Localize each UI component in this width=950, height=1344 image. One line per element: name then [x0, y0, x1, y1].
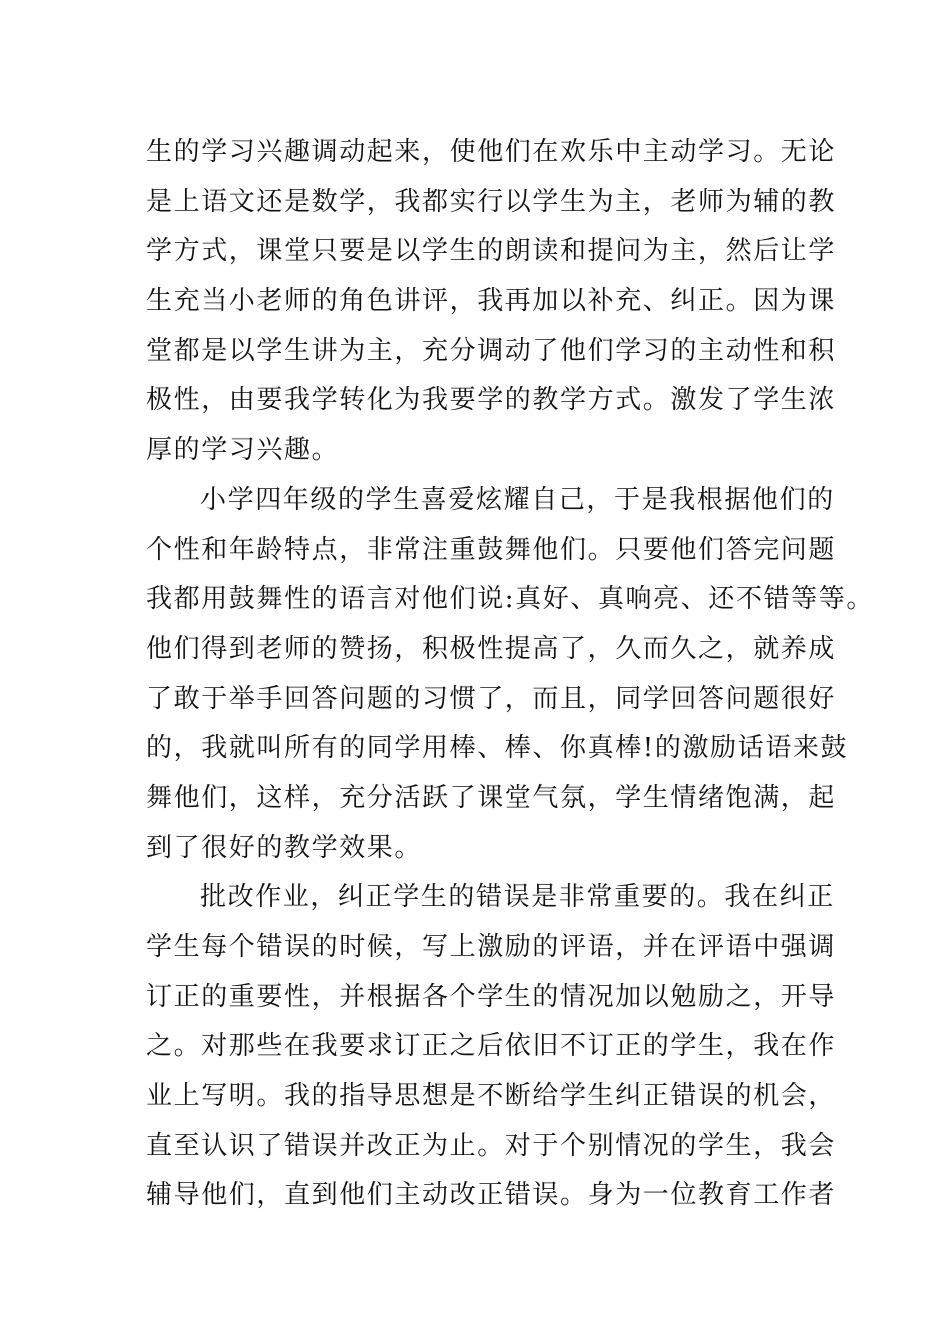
body-text	[146, 128, 874, 1221]
text-line: 学方式，课堂只要是以学生的朗读和提问为主，然后让学	[146, 236, 837, 267]
text-line: 直至认识了错误并改正为止。对于个别情况的学生，我会	[146, 1130, 837, 1161]
text-line: 厚的学习兴趣。	[146, 435, 340, 466]
paragraph-start-line: 批改作业，纠正学生的错误是非常重要的。我在纠正	[200, 882, 835, 913]
text-line: 他们得到老师的赞扬，积极性提高了，久而久之，就养成	[146, 633, 837, 664]
text-line: 极性，由要我学转化为我要学的教学方式。激发了学生浓	[146, 385, 837, 416]
text-line: 了敢于举手回答问题的习惯了，而且，同学回答问题很好	[146, 683, 837, 714]
paragraph-start-line: 小学四年级的学生喜爱炫耀自己，于是我根据他们的	[200, 484, 835, 515]
text-line: 是上语文还是数学，我都实行以学生为主，老师为辅的教	[146, 186, 837, 217]
text-line: 个性和年龄特点，非常注重鼓舞他们。只要他们答完问题	[146, 534, 837, 565]
text-line: 订正的重要性，并根据各个学生的情况加以勉励之，开导	[146, 981, 837, 1012]
text-line: 的，我就叫所有的同学用棒、棒、你真棒!的激励话语来鼓	[146, 733, 849, 764]
text-line: 生充当小老师的角色讲评，我再加以补充、纠正。因为课	[146, 286, 837, 317]
text-line: 生的学习兴趣调动起来，使他们在欢乐中主动学习。无论	[146, 137, 837, 167]
text-line: 学生每个错误的时候，写上激励的评语，并在评语中强调	[146, 932, 837, 962]
text-line: 舞他们，这样，充分活跃了课堂气氛，学生情绪饱满，起	[146, 782, 837, 813]
text-line: 业上写明。我的指导思想是不断给学生纠正错误的机会，	[146, 1081, 837, 1112]
text-line: 到了很好的教学效果。	[146, 832, 423, 863]
text-line: 辅导他们，直到他们主动改正错误。身为一位教育工作者	[146, 1180, 837, 1211]
text-line: 我都用鼓舞性的语言对他们说:真好、真响亮、还不错等等。	[146, 584, 874, 615]
text-line: 堂都是以学生讲为主，充分调动了他们学习的主动性和积	[146, 335, 837, 366]
text-line: 之。对那些在我要求订正之后依旧不订正的学生，我在作	[146, 1031, 837, 1062]
